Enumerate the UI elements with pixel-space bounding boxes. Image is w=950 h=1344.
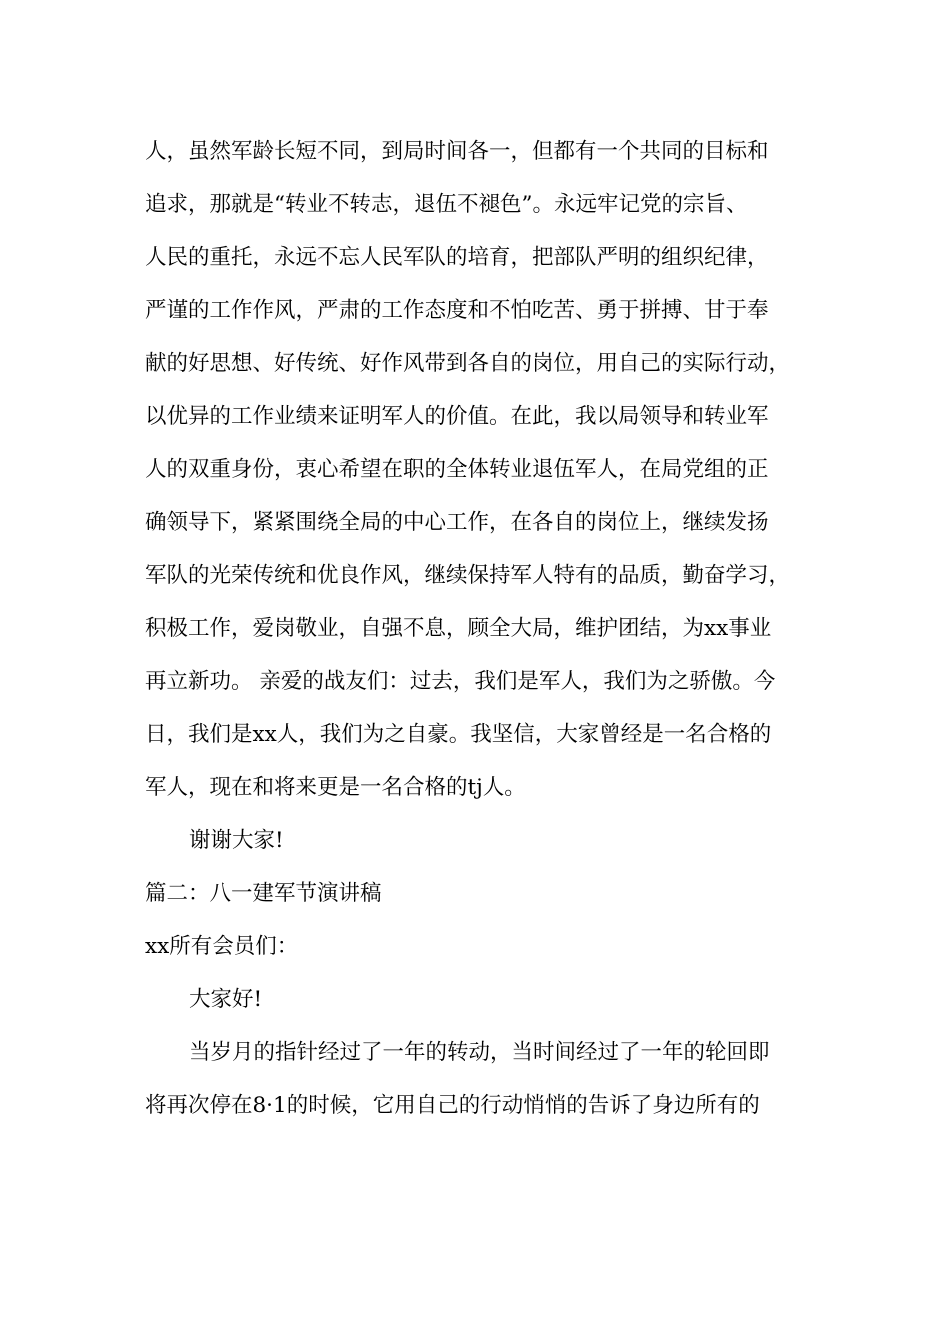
text-line: 人，虽然军龄长短不同，到局时间各一，但都有一个共同的目标和: [145, 139, 769, 164]
text-line: 以优异的工作业绩来证明军人的价值。在此，我以局领导和转业军: [145, 404, 769, 429]
text-line: 献的好思想、好传统、好作风带到各自的岗位，用自己的实际行动，: [145, 351, 791, 376]
section-heading: 篇二：八一建军节演讲稿: [145, 881, 382, 906]
text-line: 军人，现在和将来更是一名合格的tj人。: [145, 775, 526, 800]
closing-line: 谢谢大家!: [189, 828, 284, 853]
greeting: 大家好!: [189, 987, 263, 1012]
salutation: xx所有会员们：: [145, 934, 299, 959]
text-line: 追求，那就是“转业不转志，退伍不褪色”。永远牢记党的宗旨、: [145, 192, 748, 217]
text-line: 再立新功。 亲爱的战友们：过去，我们是军人，我们为之骄傲。今: [145, 669, 776, 694]
document-body: [145, 132, 825, 1139]
text-line: 人的双重身份，衷心希望在职的全体转业退伍军人，在局党组的正: [145, 457, 769, 482]
text-line: 日，我们是xx人，我们为之自豪。我坚信，大家曾经是一名合格的: [145, 722, 772, 747]
text-line: 严谨的工作作风，严肃的工作态度和不怕吃苦、勇于拼搏、甘于奉: [145, 298, 769, 323]
text-line: 人民的重托，永远不忘人民军队的培育，把部队严明的组织纪律，: [145, 245, 769, 270]
text-line: 确领导下，紧紧围绕全局的中心工作，在各自的岗位上，继续发扬: [145, 510, 769, 535]
text-line: 当岁月的指针经过了一年的转动，当时间经过了一年的轮回即: [189, 1040, 770, 1065]
text-line: 积极工作，爱岗敬业，自强不息，顾全大局，维护团结，为xx事业: [145, 616, 772, 641]
text-line: 将再次停在8·1的时候，它用自己的行动悄悄的告诉了身边所有的: [145, 1093, 760, 1118]
text-line: 军队的光荣传统和优良作风，继续保持军人特有的品质，勤奋学习，: [145, 563, 791, 588]
